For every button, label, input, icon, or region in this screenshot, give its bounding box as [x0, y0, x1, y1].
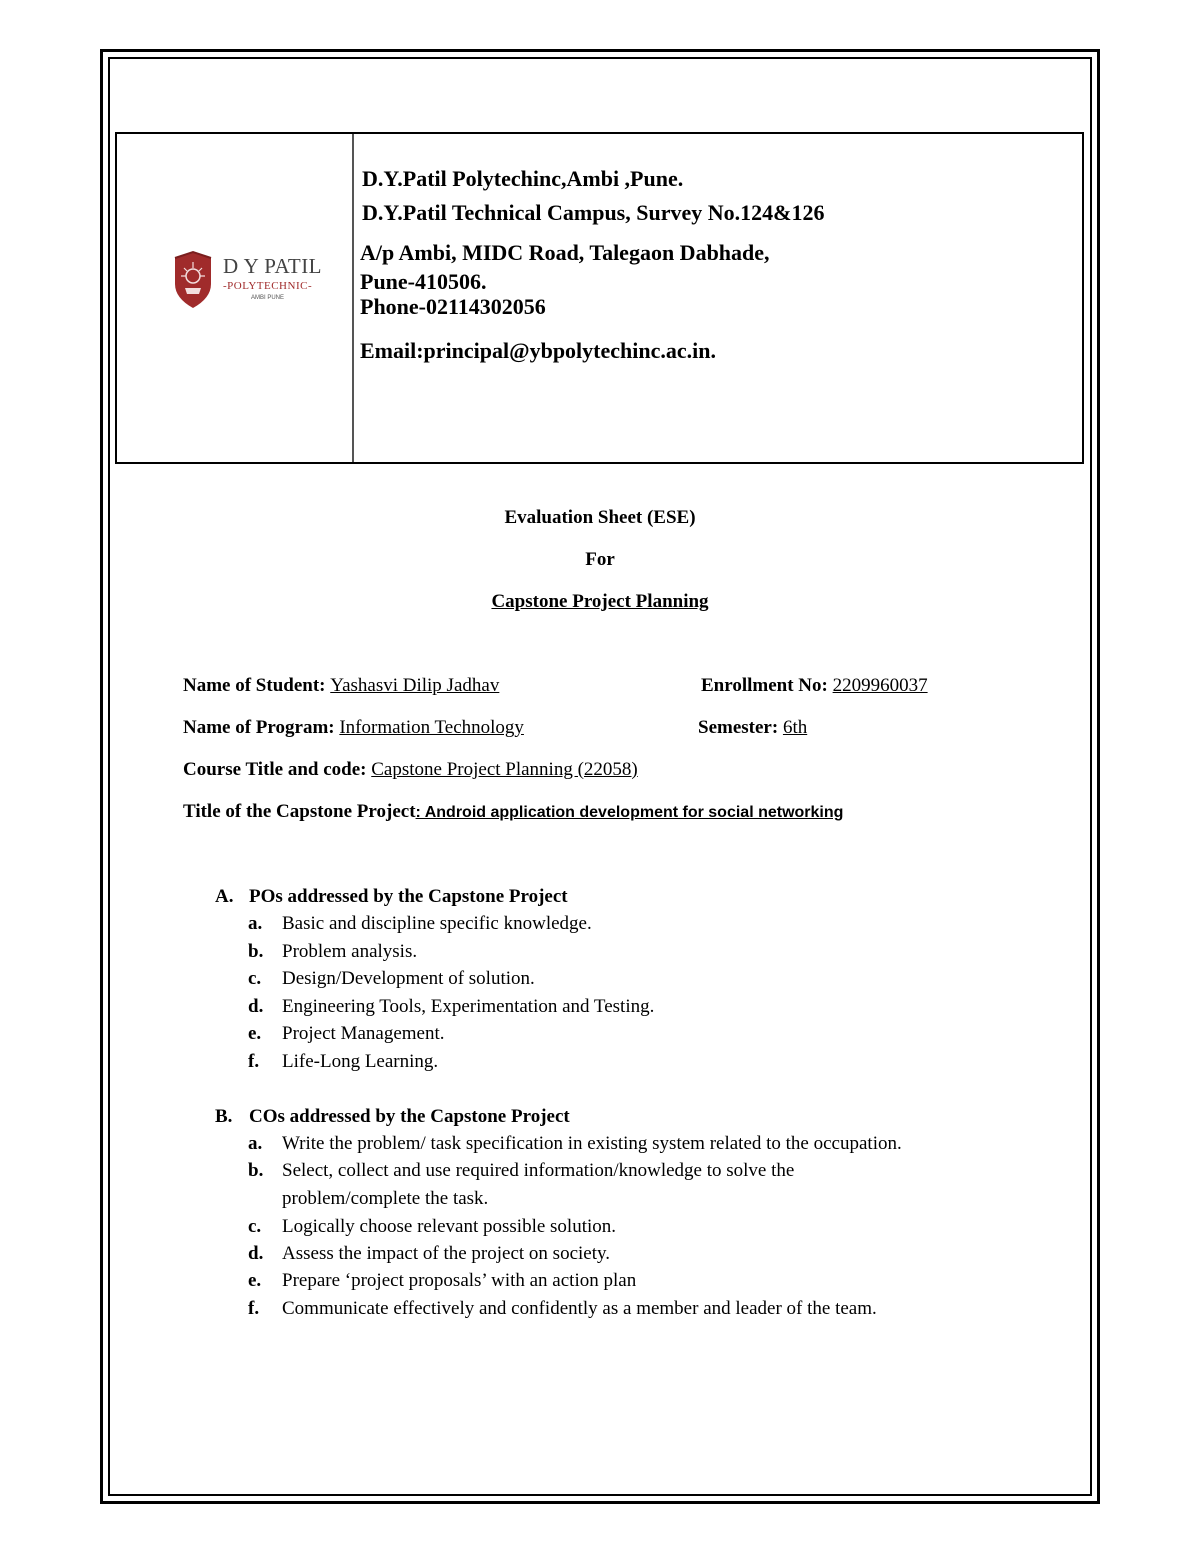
program-label: Name of Program: [183, 717, 340, 738]
header-divider [352, 134, 354, 462]
list-item: d. Assess the impact of the project on society. [248, 1243, 611, 1264]
street-address: A/p Ambi, MIDC Road, Talegaon Dabhade, [360, 240, 770, 265]
student-name-label: Name of Student: [183, 675, 331, 696]
logo-subtitle: -POLYTECHNIC- [223, 280, 313, 292]
list-item: e. Project Management. [248, 1023, 445, 1044]
section-b-heading [215, 1106, 570, 1128]
project-title-value: : Android application development for social networking [415, 804, 844, 821]
phone-number: Phone-02114302056 [360, 294, 546, 319]
section-b-title: COs addressed by the Capstone Project [249, 1106, 570, 1127]
course-label: Course Title and code: [183, 759, 372, 780]
section-b-letter: B. [215, 1106, 233, 1127]
student-name-field [183, 675, 499, 697]
project-title-field [183, 801, 843, 823]
institute-logo [173, 250, 323, 310]
list-item: c. Logically choose relevant possible solution. [248, 1216, 617, 1237]
course-field [183, 759, 638, 781]
enrollment-label: Enrollment No: [701, 675, 833, 696]
email-address: Email:principal@ybpolytechinc.ac.in. [360, 338, 716, 363]
shield-icon [173, 250, 213, 310]
section-a-letter: A. [215, 886, 234, 907]
semester-label: Semester: [698, 717, 783, 738]
list-item: d. Engineering Tools, Experimentation and Testing. [248, 996, 655, 1017]
list-item-continuation: problem/complete the task. [282, 1188, 489, 1209]
logo-name: D Y PATIL [223, 254, 323, 278]
program-value: Information Technology [339, 717, 524, 738]
pin-code: Pune-410506. [360, 269, 487, 294]
list-item: e. Prepare ‘project proposals’ with an action plan [248, 1270, 637, 1291]
list-item: b. Problem analysis. [248, 941, 418, 962]
section-a-title: POs addressed by the Capstone Project [249, 886, 568, 907]
list-item: f. Communicate effectively and confidently as a member and leader of the team. [248, 1298, 877, 1319]
logo-place: AMBI PUNE [251, 295, 285, 301]
list-item: c. Design/Development of solution. [248, 968, 535, 989]
sheet-for: For [585, 549, 615, 570]
project-title-label: Title of the Capstone Project [183, 801, 416, 822]
sheet-subject: Capstone Project Planning [491, 591, 709, 612]
enrollment-value: 2209960037 [832, 675, 928, 696]
program-field [183, 717, 524, 739]
institute-header [115, 132, 1084, 464]
enrollment-field [701, 675, 928, 697]
list-item: a. Basic and discipline specific knowledge. [248, 913, 592, 934]
sheet-title: Evaluation Sheet (ESE) [504, 507, 696, 528]
course-value: Capstone Project Planning (22058) [371, 759, 638, 780]
semester-field [698, 717, 807, 739]
list-item: b. Select, collect and use required information/knowledge to solve the [248, 1160, 795, 1181]
semester-value: 6th [782, 717, 808, 738]
list-item: f. Life-Long Learning. [248, 1051, 439, 1072]
student-name-value: Yashasvi Dilip Jadhav [330, 675, 500, 696]
campus-address: D.Y.Patil Technical Campus, Survey No.124&126 [362, 200, 825, 225]
list-item: a. Write the problem/ task specification in existing system related to the occupation. [248, 1133, 902, 1154]
section-a-heading [215, 886, 568, 908]
institute-name: D.Y.Patil Polytechinc,Ambi ,Pune. [362, 166, 684, 191]
